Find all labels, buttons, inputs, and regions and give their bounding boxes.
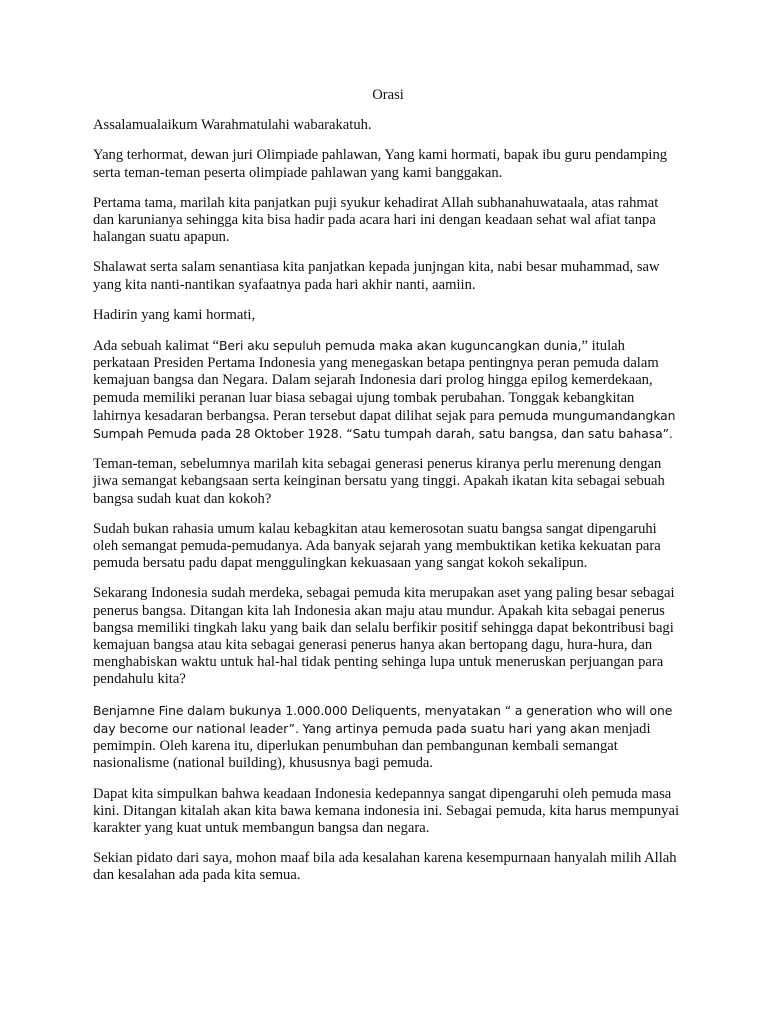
paragraph-reflection: Teman-teman, sebelumnya marilah kita sebagai generasi penerus kiranya perlu merenung dengan jiwa semangat kebangsaan serta keinginan bersatu yang tinggi. Apakah ikatan kita sebagai sebuah bangsa sudah kuat dan kokoh? bbox=[93, 456, 665, 507]
paragraph-independence: Sekarang Indonesia sudah merdeka, sebagai pemuda kita merupakan aset yang paling besar sebagai penerus bangsa. Ditangan kita lah Indonesia akan maju atau mundur. Apakah kita sebagai penerus bangsa memiliki tingkah laku yang baik dan selalu berfikir positif sehingga dapat bekontribusi bagi kemajuan bangsa atau kita sebagai generasi penerus hanya akan bertopang dagu, hura-hura, dan menghabiskan waktu untuk hal-hal tidak penting sehinga lupa untuk meneruskan perjuangan para pendahulu kita? bbox=[93, 585, 675, 688]
paragraph-greeting: Assalamualaikum Warahmatulahi wabarakatuh. bbox=[93, 117, 372, 134]
document-title: Orasi bbox=[372, 87, 404, 103]
paragraph-salutation: Yang terhormat, dewan juri Olimpiade pahlawan, Yang kami hormati, bapak ibu guru pendamping serta teman-teman peserta olimpiade pahlawan yang kami banggakan. bbox=[93, 147, 668, 181]
paragraph-history: Sudah bukan rahasia umum kalau kebagkitan atau kemerosotan suatu bangsa sangat dipengaruhi oleh semangat pemuda-pemudanya. Ada banyak sejarah yang membuktikan ketika kekuatan para pemuda bersatu padu dapat menggulingkan kekuasaan yang sangat kokoh sekalipun. bbox=[93, 520, 661, 572]
paragraph-quote-soekarno-part-a: Ada sebuah kalimat “ bbox=[93, 338, 220, 355]
paragraph-conclusion: Dapat kita simpulkan bahwa keadaan Indonesia kedepannya sangat dipengaruhi oleh pemuda masa kini. Ditangan kitalah akan kita bawa kemana indonesia ini. Sebagai pemuda, kita harus mempunyai karakter yang kuat untuk membangun bangsa dan negara. bbox=[93, 785, 680, 836]
paragraph-audience: Hadirin yang kami hormati, bbox=[93, 306, 256, 323]
paragraph-shalawat: Shalawat serta salam senantiasa kita panjatkan kepada junjngan kita, nabi besar muhammad, saw yang kita nanti-nantikan syafaatnya pada hari akhir nanti, aamiin. bbox=[93, 259, 660, 293]
paragraph-closing: Sekian pidato dari saya, mohon maaf bila ada kesalahan karena kesempurnaan hanyalah milih Allah dan kesalahan ada pada kita semua. bbox=[93, 850, 677, 884]
paragraph-gratitude: Pertama tama, marilah kita panjatkan puji syukur kehadirat Allah subhanahuwataala, atas rahmat dan karunianya sehingga kita bisa hadir pada acara hari ini dengan keadaan sehat wal afiat tanpa halangan suatu apapun. bbox=[93, 194, 659, 246]
paragraph-benjamin-fine-part-b: menjadi pemimpin. Oleh karena itu, diperlukan penumbuhan dan pembangunan kembali semangat nasionalisme (national building), khususnya bagi pemuda. bbox=[93, 720, 651, 772]
document-page bbox=[93, 87, 683, 898]
paragraph-quote-soekarno-part-c: ” itulah perkataan Presiden Pertama Indonesia yang menegaskan betapa pentingnya peran pemuda dalam kemajuan bangsa dan Negara. Dalam sejarah Indonesia dari prolog hingga epilog kemerdekaan, pemuda memiliki peranan luar biasa sebagai ujung tombak perubahan. Tonggak kebangkitan lahirnya kesadaran berbangsa. Peran tersebut dapat dilihat sejak para bbox=[93, 338, 659, 424]
paragraph-quote-soekarno-part-d: pemuda mungumandangkan Sumpah Pemuda pada 28 Oktober 1928. “Satu tumpah darah, satu bangsa, dan satu bahasa”. bbox=[93, 407, 676, 442]
paragraph-benjamin-fine bbox=[93, 702, 683, 773]
paragraph-quote-soekarno-quote: Beri aku sepuluh pemuda maka akan kuguncangkan dunia, bbox=[219, 338, 582, 354]
paragraph-quote-soekarno bbox=[93, 337, 683, 443]
paragraph-benjamin-fine-part-a: Benjamne Fine dalam bukunya 1.000.000 Deliquents, menyatakan “ a generation who will one day become our national leader”. Yang artinya pemuda pada suatu hari yang akan bbox=[93, 702, 673, 736]
